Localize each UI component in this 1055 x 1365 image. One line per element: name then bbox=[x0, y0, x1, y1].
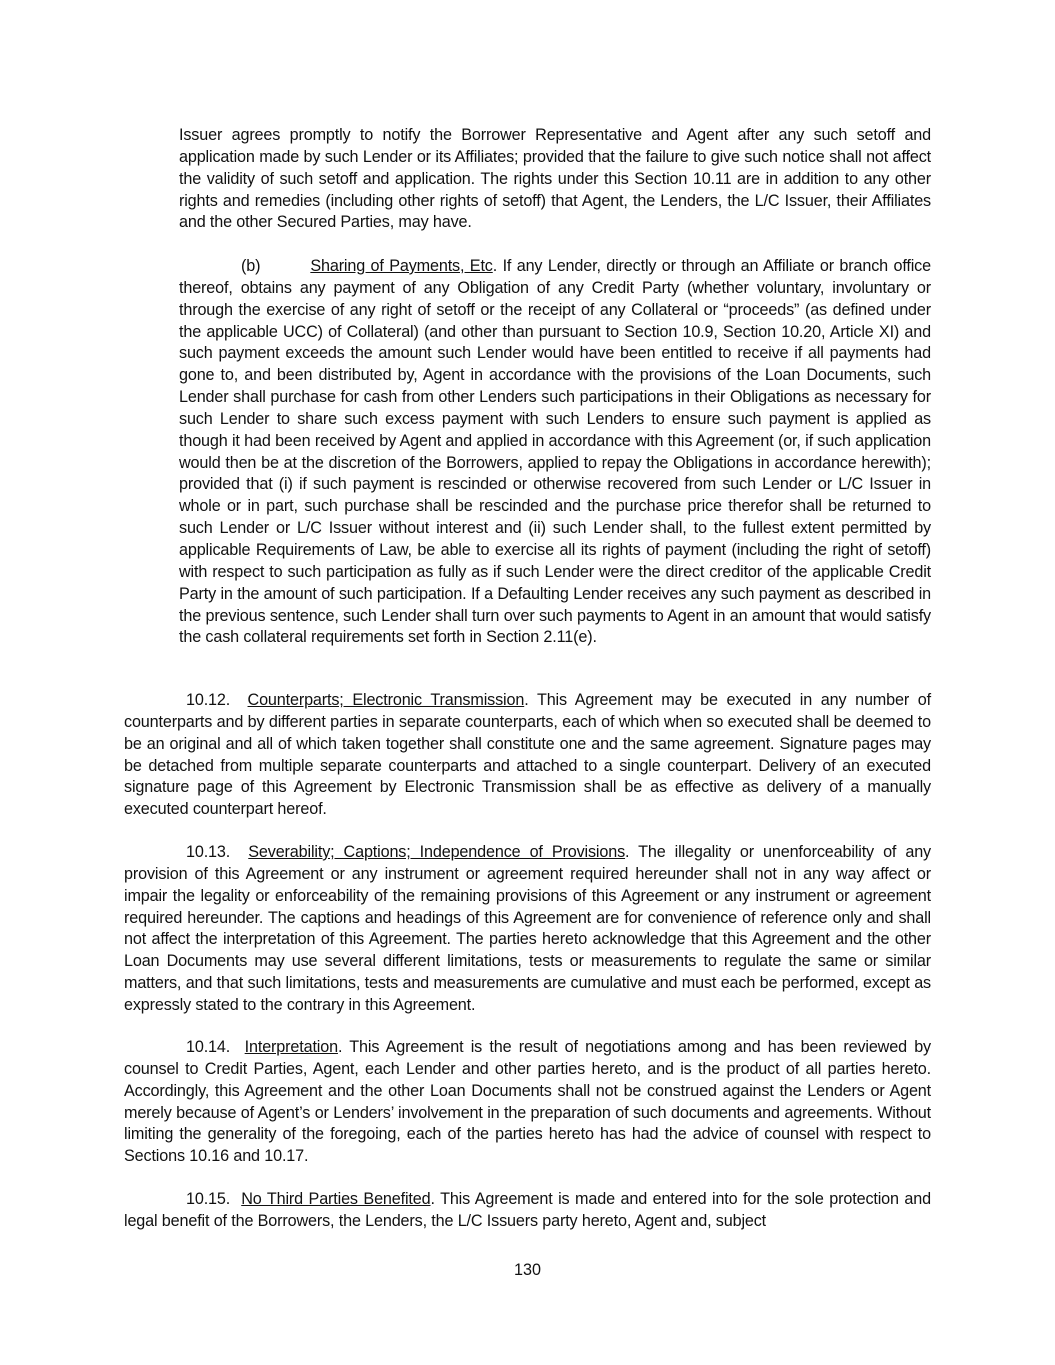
section-heading: No Third Parties Benefited bbox=[241, 1190, 431, 1208]
subsection-b-label: (b) bbox=[241, 257, 261, 275]
section-number: 10.14. bbox=[186, 1038, 231, 1056]
section-10-13-paragraph bbox=[124, 842, 931, 1017]
subsection-b-paragraph bbox=[179, 256, 931, 649]
section-text: . This Agreement is made and entered into for the sole protection and legal benefit of the Borrowers, the Lenders, the L/C Issuers party hereto, Agent and, subject bbox=[124, 1190, 931, 1230]
section-text: . This Agreement is the result of negotiations among and has been reviewed by counsel to Credit Parties, Agent, each Lender and other parties hereto, and is the product of all parties hereto. Accordingly, this Agreement and the other Loan Documents shall not be construed against the Lenders or Agent merely because of Agent’s or Lenders’ involvement in the preparation of such documents and agreements. Without limiting the generality of the foregoing, each of the parties hereto has had the advice of counsel with respect to Sections 10.16 and 10.17. bbox=[124, 1038, 931, 1166]
section-heading: Interpretation bbox=[244, 1038, 338, 1056]
page-number: 130 bbox=[513, 1261, 541, 1279]
section-heading: Counterparts; Electronic Transmission bbox=[247, 691, 525, 709]
continuation-paragraph: Issuer agrees promptly to notify the Borrower Representative and Agent after any such setoff and application made by such Lender or its Affiliates; provided that the failure to give such notice shall not affect the validity of such setoff and application. The rights under this Section 10.11 are in addition to any other rights and remedies (including other rights of setoff) that Agent, the Lenders, the L/C Issuer, their Affiliates and the other Secured Parties, may have. bbox=[179, 126, 931, 232]
section-10-14-paragraph bbox=[124, 1037, 931, 1168]
subsection-b-text: . If any Lender, directly or through an Affiliate or branch office thereof, obtains any payment of any Obligation of any Credit Party (whether voluntary, involuntary or through the exercise of any right of setoff or the receipt of any Collateral or “proceeds” (as defined under the applicable UCC) of Collateral) (and other than pursuant to Section 10.9, Section 10.20, Article XI) and such payment exceeds the amount such Lender would have been entitled to receive if all payments had gone to, and been distributed by, Agent in accordance with the provisions of the Loan Documents, such Lender shall purchase for cash from other Lenders such participations in their Obligations as necessary for such Lender to share such excess payment with such Lenders to ensure such payment is applied as though it had been received by Agent and applied in accordance with this Agreement (or, if such application would then be at the discretion of the Borrowers, applied to repay the Obligations in accordance herewith); provided that (i) if such payment is rescinded or otherwise recovered from such Lender or L/C Issuer in whole or in part, such purchase shall be rescinded and the purchase price therefor shall be returned to such Lender or L/C Issuer without interest and (ii) such Lender shall, to the fullest extent permitted by applicable Requirements of Law, be able to exercise all its rights of payment (including the right of setoff) with respect to such participation as fully as if such Lender were the direct creditor of the applicable Credit Party in the amount of such participation. If a Defaulting Lender receives any such payment as described in the previous sentence, such Lender shall turn over such payments to Agent in an amount that would satisfy the cash collateral requirements set forth in Section 2.11(e). bbox=[179, 257, 931, 647]
subsection-b-heading: Sharing of Payments, Etc bbox=[310, 257, 493, 275]
section-10-12-paragraph bbox=[124, 690, 931, 821]
section-text: . The illegality or unenforceability of any provision of this Agreement or any instrument or agreement required hereunder shall not in any way affect or impair the legality or enforceability of the remaining provisions of this Agreement or any instrument or agreement required hereunder. The captions and headings of this Agreement are for convenience of reference only and shall not affect the interpretation of this Agreement. The parties hereto acknowledge that this Agreement and the other Loan Documents may use several different limitations, tests or measurements to regulate the same or similar matters, and that such limitations, tests and measurements are cumulative and must each be performed, except as expressly stated to the contrary in this Agreement. bbox=[124, 843, 931, 1014]
section-heading: Severability; Captions; Independence of Provisions bbox=[248, 843, 626, 861]
section-number: 10.13. bbox=[186, 843, 231, 861]
section-number: 10.12. bbox=[186, 691, 231, 709]
section-10-15-paragraph bbox=[124, 1189, 931, 1233]
section-text: . This Agreement may be executed in any number of counterparts and by different parties in separate counterparts, each of which when so executed shall be deemed to be an original and all of which taken together shall constitute one and the same agreement. Signature pages may be detached from multiple separate counterparts and attached to a single counterpart. Delivery of an executed signature page of this Agreement by Electronic Transmission shall be as effective as delivery of a manually executed counterpart hereof. bbox=[124, 691, 931, 819]
section-number: 10.15. bbox=[186, 1190, 231, 1208]
